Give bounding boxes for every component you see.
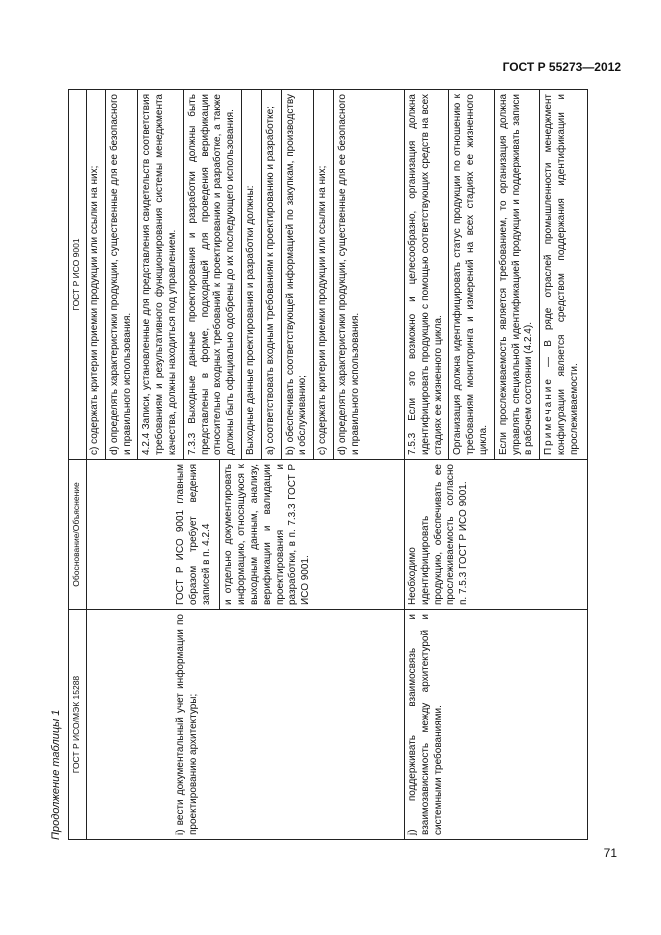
column-header-gost-9001: ГОСТ Р ИСО 9001 bbox=[69, 90, 87, 460]
row1-gost9001-cell bbox=[87, 90, 405, 460]
row1-standard-cell bbox=[87, 610, 405, 840]
row1-text-outputs: Выходные данные проектирования и разработки должны: bbox=[241, 90, 258, 459]
comparison-table bbox=[68, 89, 588, 840]
row1-text-a: a) соответствовать входным требованиям к проектированию и разработке; bbox=[261, 90, 278, 459]
row2-note bbox=[539, 90, 581, 459]
table-row bbox=[87, 90, 405, 840]
document-header: ГОСТ Р 55273—2012 bbox=[502, 60, 621, 74]
column-header-justification: Обоснование/Объяснение bbox=[69, 460, 87, 610]
row2-gost9001-cell bbox=[405, 90, 588, 460]
row2-justification-cell bbox=[405, 460, 588, 610]
row1-text-424: 4.2.4 Записи, установленные для представления свидетельств соответствия требованиям и результативного функционирования системы менеджмента качества, должны находиться под управлением. bbox=[137, 90, 179, 459]
row2-text-753: 7.5.3 Если это возможно и целесообразно, организация должна идентифицировать продукцию с помощью соответствующих средств на всех стадиях ее жизненного цикла. bbox=[407, 94, 444, 455]
page-number: 71 bbox=[603, 846, 617, 860]
row1-text-d2: d) определять характеристики продукции, существенные для ее безопасного и правильного использования. bbox=[333, 90, 363, 459]
rotated-table-block bbox=[50, 90, 580, 840]
row1-text-b: b) обеспечивать соответствующей информацией по закупкам, производству и обслуживанию; bbox=[281, 90, 311, 459]
row2-justification-text: Необходимо идентифицировать продукцию, обеспечивать ее прослеживаемость согласно п. 7.5.3 ГОСТ Р ИСО 9001. bbox=[407, 464, 470, 605]
row2-text-status: Организация должна идентифицировать статус продукции по отношению к требованиям мониторинга и измерений на всех стадиях ее жизненного цикла. bbox=[448, 90, 490, 459]
row1-standard-text: i) вести документальный учет информации по проектированию архитектуры; bbox=[175, 614, 199, 835]
row1-text-c: c) содержать критерии приемки продукции или ссылки на них; bbox=[89, 165, 100, 455]
table-caption: Продолжение таблицы 1 bbox=[50, 709, 62, 840]
row2-text-traceability: Если прослеживаемость является требованием, то организация должна управлять специальной идентификацией продукции и поддерживать записи в рабочем состоянии (4.2.4). bbox=[494, 90, 536, 459]
table-row bbox=[405, 90, 588, 840]
row1-text-733: 7.3.3 Выходные данные проектирования и разработки должны быть представлены в форме, подходящей для проведения верификации относительно входных требований к проектированию и разработке, а также должны быть официально одобрены до их последующего использования. bbox=[183, 90, 238, 459]
note-text: — В ряде отраслей промышленности менеджмент конфигурации является средством поддержания идентификации и прослеживаемости. bbox=[543, 94, 580, 455]
row1-justification-text-1: ГОСТ Р ИСО 9001 главным образом требует ведения записей в п. 4.2.4 bbox=[175, 464, 212, 605]
row2-standard-cell bbox=[405, 610, 588, 840]
table-header-row bbox=[69, 90, 87, 840]
row2-standard-text: j) поддерживать взаимосвязь и взаимозависимость между архитектурой и системными требованиями. bbox=[407, 614, 444, 835]
column-header-gost-15288: ГОСТ Р ИСО/МЭК 15288 bbox=[69, 610, 87, 840]
row1-justification-cell bbox=[87, 460, 405, 610]
row1-justification-text-2: и отдельно документировать информацию, относящуюся к выходным данным, анализу, верификации и валидации проектирования и разработки, в п. 7.3.3 ГОСТ Р ИСО 9001. bbox=[219, 460, 313, 609]
row1-text-d: d) определять характеристики продукции, существенные для ее безопасного и правильного использования. bbox=[105, 90, 135, 459]
note-label: Примечание bbox=[543, 377, 555, 455]
row1-text-c2: c) содержать критерии приемки продукции или ссылки на них; bbox=[313, 90, 330, 459]
